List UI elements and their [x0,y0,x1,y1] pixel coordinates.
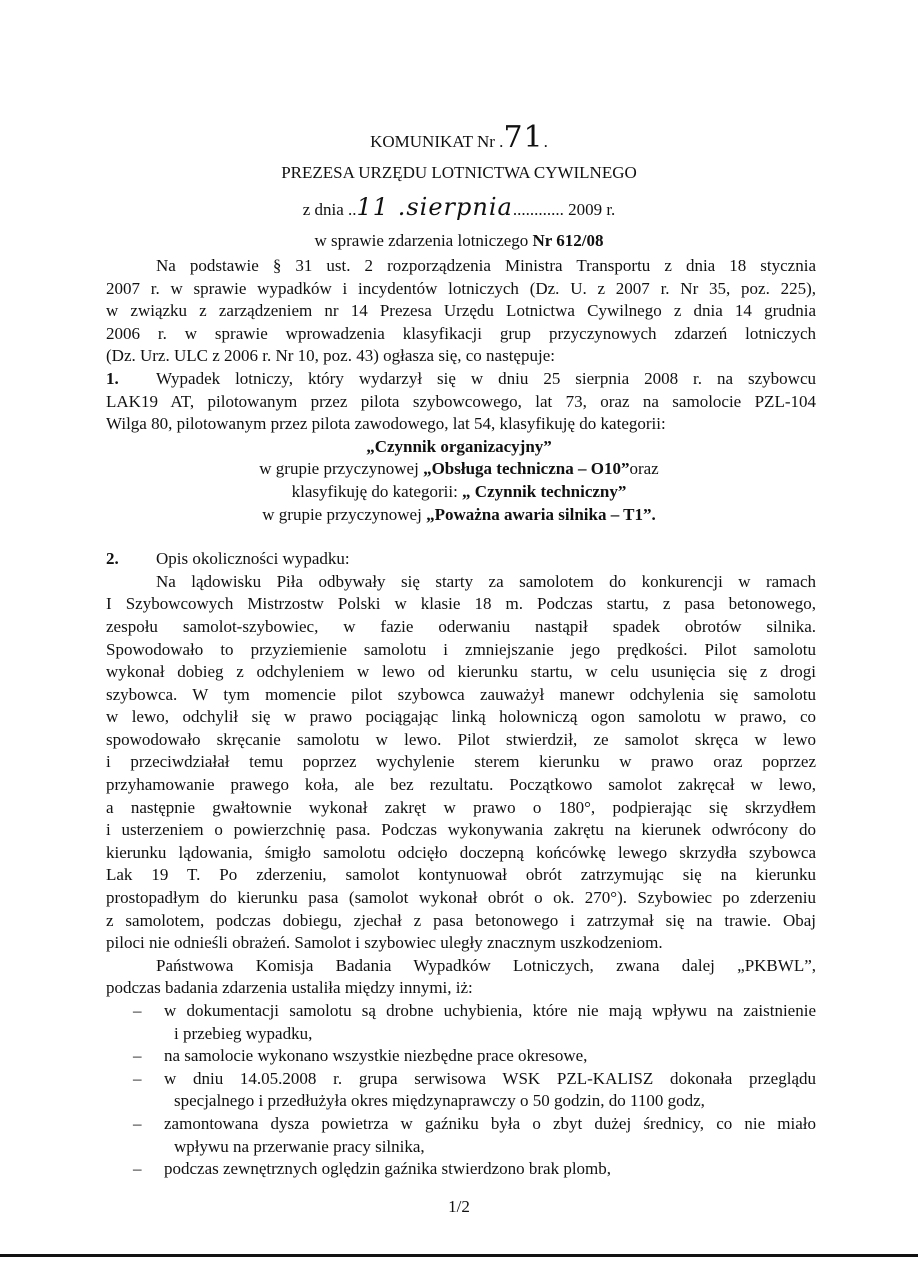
text-line: zespołu samolot-szybowiec, w fazie oderwaniu nastąpił spadek obrotów silnika. [106,616,816,636]
document-body [106,255,816,1181]
group-name: „Poważna awaria silnika – T1”. [426,504,656,524]
text-line: i usterzeniem o powierzchnię pasa. Podczas wykonywania zakrętu na kierunek odwrócony do [106,820,816,840]
dash-bullet-icon: – [133,1001,142,1020]
section1-paragraph [106,368,816,436]
group-2 [0,504,918,527]
text-line: w lewo, odchylił się w prawo pociągając linką holowniczą ogon samolotu w prawo, co [106,707,816,727]
list-item [106,1045,816,1068]
text-line: a następnie gwałtownie wykonał zakręt w prawo o 180°, podpierając się skrzydłem [106,797,816,817]
title [0,118,918,158]
text-line: Wilga 80, pilotowanym przez pilota zawodowego, lat 54, klasyfikuję do kategorii: [106,414,666,434]
text-line: z samolotem, podczas dobiegu, zjechał z pasa betonowego i zatrzymał się na trawie. Obaj [106,910,816,930]
section-heading: Opis okoliczności wypadku: [156,549,350,569]
class-prefix: klasyfikuję do kategorii: [291,481,463,501]
scan-edge [0,1254,918,1257]
text-line: I Szybowcowych Mistrzostw Polski w klasie 18 m. Podczas startu, z pasa betonowego, [106,594,816,614]
text-line: wpływu na przerwanie pracy silnika, [174,1136,425,1156]
list-item [106,1158,816,1181]
date-dots: ............ [512,200,564,219]
subject-number: Nr 612/08 [532,231,604,250]
text-line: przyhamowanie prawego koła, ale bez rezultatu. Początkowo samolot zakręcał w lewo, [106,775,816,795]
text-line-text: Wypadek lotniczy, który wydarzył się w dniu 25 sierpnia 2008 r. na szybowcu [156,368,816,388]
list-item [106,1000,816,1045]
page-number: 1/2 [448,1197,470,1216]
text-line: LAK19 AT, pilotowanym przez pilota szybowcowego, lat 73, oraz na samolocie PZL-104 [106,391,816,411]
text-line: 2006 r. w sprawie wprowadzenia klasyfikacji grup przyczynowych zdarzeń lotniczych [106,323,816,343]
group-name: „Obsługa techniczna – O10” [423,459,630,479]
pkbwl-paragraph [106,955,816,1000]
title-text: KOMUNIKAT Nr . [370,132,504,151]
text-line: podczas zewnętrznych oględzin gaźnika stwierdzono brak plomb, [164,1159,612,1179]
text-line: (Dz. Urz. ULC z 2006 r. Nr 10, poz. 43) ogłasza się, co następuje: [106,346,555,366]
text-line: piloci nie odnieśli obrażeń. Samolot i szybowiec uległy znacznym uszkodzeniom. [106,933,663,953]
date-year: 2009 r. [563,200,616,219]
intro-paragraph [106,255,816,368]
text-line: Spowodowało to przyziemienie samolotu i zmniejszanie jego prędkości. Pilot samolotu [106,639,816,659]
section2-heading-line [106,548,816,571]
text-line: i przeciwdziałał temu poprzez wychylenie sterem kierunku w prawo oraz poprzez [106,752,816,772]
list-item [106,1113,816,1158]
text-line: zamontowana dysza powietrza w gaźniku była o zbyt dużej średnicy, co nie miało [164,1113,816,1133]
date-prefix: z dnia .. [302,200,357,219]
dash-bullet-icon: – [133,1113,142,1133]
section-number: 2. [106,549,119,569]
group-prefix: w grupie przyczynowej [262,504,427,524]
text-line: i przebieg wypadku, [174,1023,313,1043]
section2-paragraph [106,571,816,955]
text-line [106,368,816,391]
subject [0,229,918,252]
classification-2 [0,481,918,504]
text-line: specjalnego i przedłużyła okres międzynaprawczy o 50 godzin, do 1100 godz, [174,1091,705,1111]
classification-1: „Czynnik organizacyjny” [366,436,552,456]
class-name: „ Czynnik techniczny” [462,481,627,501]
dash-bullet-icon: – [133,1046,142,1066]
text-line: na samolocie wykonano wszystkie niezbędne prace okresowe, [164,1046,588,1066]
text-line: Na lądowisku Piła odbywały się starty za samolotem do konkurencji w ramach [156,571,816,591]
handwritten-date: 11 .sierpnia [356,193,513,221]
title-suffix: . [543,132,548,151]
list-item [106,1068,816,1113]
text-line: Lak 19 T. Po zderzeniu, samolot kontynuował obrót zatrzymując się na kierunku [106,865,816,885]
dash-bullet-icon: – [133,1068,142,1088]
text-line: w dokumentacji samolotu są drobne uchybienia, które nie mają wpływu na zaistnienie [164,1001,816,1020]
text-line: wykonał dobieg z odchyleniem w lewo od kierunku startu, w celu usunięcia się z drogi [106,662,816,682]
handwritten-number: 71 [503,120,544,155]
group-suffix: oraz [629,459,659,479]
subject-text: w sprawie zdarzenia lotniczego [314,231,533,250]
text-line: w związku z zarządzeniem nr 14 Prezesa Urzędu Lotnictwa Cywilnego z dnia 14 grudnia [106,301,816,321]
text-line: Na podstawie § 31 ust. 2 rozporządzenia Ministra Transportu z dnia 18 stycznia [156,256,816,275]
text-line: spowodowało skręcanie samolotu w lewo. Pilot stwierdził, ze samolot skręca w lewo [106,729,816,749]
text-line: 2007 r. w sprawie wypadków i incydentów lotniczych (Dz. U. z 2007 r. Nr 35, poz. 225), [106,278,816,298]
group-1 [0,458,918,481]
text-line: kierunku lądowania, śmigło samolotu odcięło doczepną końcówkę lewego skrzydła szybowca [106,842,816,862]
text-line: szybowca. W tym momencie pilot szybowca zauważył manewr odchylenia się samolotu [106,684,816,704]
text-line: prostopadłym do kierunku pasa (samolot wykonał obrót o ok. 270°). Szybowiec po zderzeniu [106,888,816,908]
text-line: w dniu 14.05.2008 r. grupa serwisowa WSK PZL-KALISZ dokonała przeglądu [164,1068,816,1088]
section-number: 1. [106,368,119,388]
findings-list [106,1000,816,1181]
group-prefix: w grupie przyczynowej [259,459,424,479]
text-line: Państwowa Komisja Badania Wypadków Lotniczych, zwana dalej „PKBWL”, [156,955,816,975]
text-line: podczas badania zdarzenia ustaliła między innymi, iż: [106,978,473,998]
dash-bullet-icon: – [133,1159,142,1179]
date-line [0,193,918,222]
authority: PREZESA URZĘDU LOTNICTWA CYWILNEGO [281,163,637,182]
